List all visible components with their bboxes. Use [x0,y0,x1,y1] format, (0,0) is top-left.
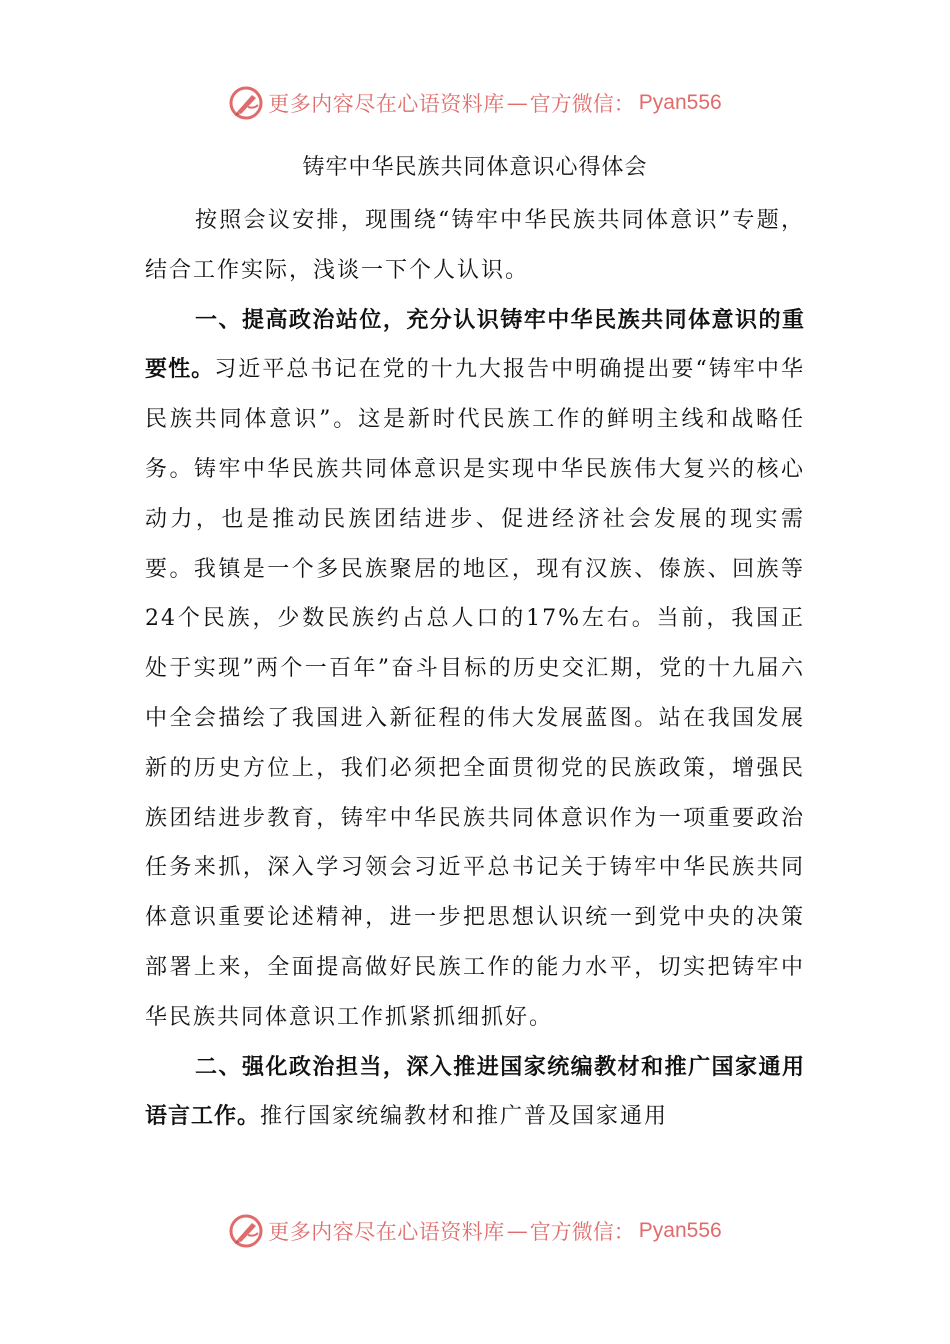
banner-separator: — [506,1219,528,1243]
section-2-paragraph [145,1043,805,1143]
section-2-heading: 二、强化政治担当，深入推进国家统编教材和推广国家通用语言工作。 [145,1054,805,1130]
document-title: 铸牢中华民族共同体意识心得体会 [302,155,648,180]
banner-wechat-label: 官方微信： [529,92,635,116]
banner-wechat-label: 官方微信： [529,1220,635,1244]
document-body [145,196,805,1142]
pen-logo-icon [228,1213,264,1249]
banner-separator: — [506,91,528,115]
banner-slogan: 更多内容尽在心语资料库 [268,92,505,116]
section-1-paragraph [145,296,805,1043]
intro-paragraph: 按照会议安排，现围绕“铸牢中华民族共同体意识”专题，结合工作实际，浅谈一下个人认识。 [145,208,805,283]
section-1-heading: 一、提高政治站位，充分认识铸牢中华民族共同体意识的重要性。 [145,307,805,383]
banner-wechat-id: Pyan556 [638,1219,722,1242]
banner-wechat-id: Pyan556 [638,91,722,114]
banner-slogan: 更多内容尽在心语资料库 [268,1220,505,1244]
header-banner [0,83,950,123]
footer-banner [0,1211,950,1251]
pen-logo-icon [228,85,264,121]
section-2-body: 推行国家统编教材和推广普及国家通用 [260,1104,669,1130]
section-1-body: 习近平总书记在党的十九大报告中明确提出要“铸牢中华民族共同体意识”。这是新时代民族工作的鲜明主线和战略任务。铸牢中华民族共同体意识是实现中华民族伟大复兴的核心动力，也是推动民族团结进步、促进经济社会发展的现实需要。我镇是一个多民族聚居的地区，现有汉族、傣族、回族等24个民族，少数民族约占总人口的17%左右。当前，我国正处于实现”两个一百年”奋斗目标的历史交汇期，党的十九届六中全会描绘了我国进入新征程的伟大发展蓝图。站在我国发展新的历史方位上，我们必须把全面贯彻党的民族政策，增强民族团结进步教育，铸牢中华民族共同体意识作为一项重要政治任务来抓，深入学习领会习近平总书记关于铸牢中华民族共同体意识重要论述精神，进一步把思想认识统一到党中央的决策部署上来，全面提高做好民族工作的能力水平，切实把铸牢中华民族共同体意识工作抓紧抓细抓好。 [145,357,805,1030]
